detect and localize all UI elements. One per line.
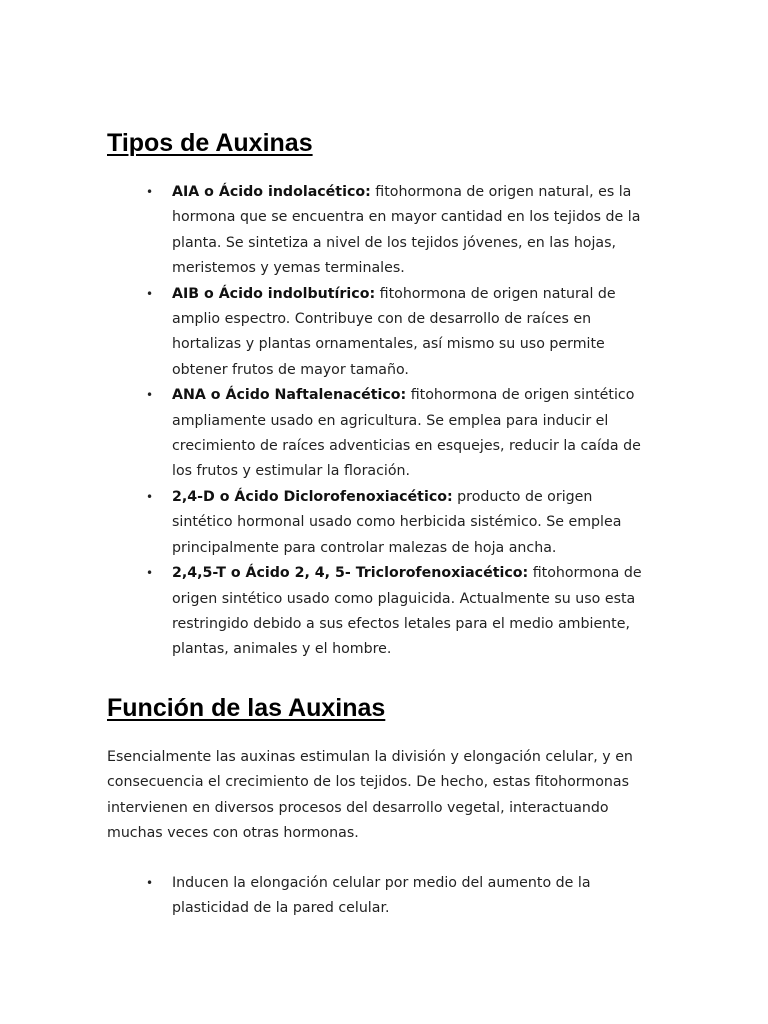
list-item bbox=[0, 180, 652, 282]
bullet-icon: • bbox=[146, 286, 154, 301]
item-term: AIA o Ácido indolacético: bbox=[172, 184, 371, 200]
list-item bbox=[0, 282, 652, 384]
item-text: fitohormona de origen natural, es la hormona que se encuentra en mayor cantidad en los tejidos de la planta. Se sintetiza a nivel de los tejidos jóvenes, en las hojas, meristemos y yemas terminales. bbox=[172, 184, 641, 277]
item-term: 2,4-D o Ácido Diclorofenoxiacético: bbox=[172, 488, 453, 505]
bullet-icon: • bbox=[146, 388, 154, 403]
item-text: Inducen la elongación celular por medio del aumento de la plasticidad de la pared celular. bbox=[172, 875, 591, 917]
item-text: fitohormona de origen sintético usado como plaguicida. Actualmente su uso esta restringido debido a sus efectos letales para el medio ambiente, plantas, animales y el hombre. bbox=[172, 565, 642, 658]
section-paragraph: Esencialmente las auxinas estimulan la división y elongación celular, y en consecuencia el crecimiento de los tejidos. De hecho, estas fitohormonas intervienen en diversos procesos del desarrollo vegetal, interactuando muchas veces con otras hormonas. bbox=[107, 749, 633, 842]
item-text: fitohormona de origen sintético ampliamente usado en agricultura. Se emplea para inducir el crecimiento de raíces adventicias en esquejes, reducir la caída de los frutos y estimular la floración. bbox=[172, 387, 641, 480]
list-item bbox=[0, 871, 652, 922]
section-heading-tipos: Tipos de Auxinas bbox=[107, 129, 313, 157]
item-term: AIB o Ácido indolbutírico: bbox=[172, 285, 376, 302]
list-item bbox=[0, 485, 652, 561]
list-item bbox=[0, 561, 652, 663]
bullet-icon: • bbox=[146, 876, 154, 890]
bullet-icon: • bbox=[146, 185, 154, 199]
item-term: 2,4,5-T o Ácido 2, 4, 5- Triclorofenoxiacético: bbox=[172, 565, 529, 582]
item-term: ANA o Ácido Naftalenacético: bbox=[172, 387, 407, 404]
section-heading-funcion: Función de las Auxinas bbox=[107, 694, 386, 722]
item-text: fitohormona de origen natural de amplio espectro. Contribuye con de desarrollo de raíces en hortalizas y plantas ornamentales, así mismo su uso permite obtener frutos de mayor tamaño. bbox=[172, 285, 616, 378]
list-item bbox=[0, 383, 652, 485]
auxin-types-list bbox=[0, 180, 652, 663]
bullet-icon: • bbox=[146, 489, 154, 504]
item-text: producto de origen sintético hormonal usado como herbicida sistémico. Se emplea principalmente para controlar malezas de hoja ancha. bbox=[172, 488, 622, 556]
bullet-icon: • bbox=[146, 566, 154, 581]
auxin-functions-list bbox=[0, 871, 652, 922]
